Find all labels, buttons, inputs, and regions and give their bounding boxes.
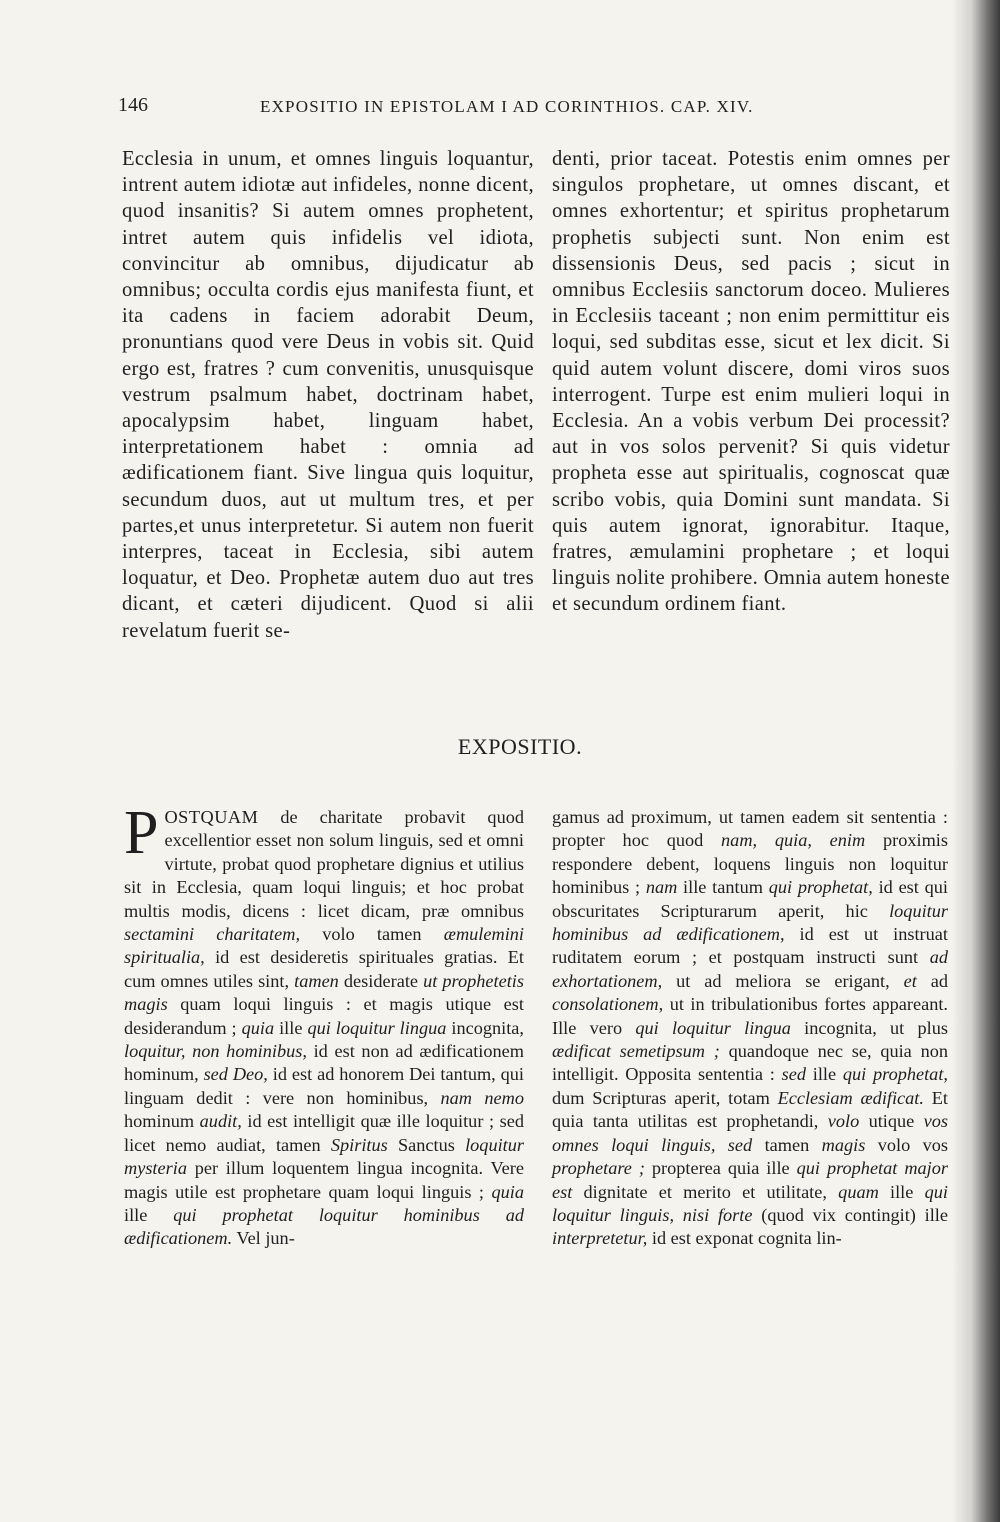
text-run: consolationem,	[552, 994, 664, 1015]
text-run: sed	[781, 1064, 806, 1085]
text-run: magis	[821, 1134, 866, 1155]
text-run: tamen	[752, 1134, 822, 1155]
text-run: qui prophetat,	[768, 877, 873, 898]
text-run: loquitur mysteria	[124, 1134, 524, 1179]
text-run: qui prophetat major est	[552, 1158, 948, 1202]
text-run: hominum	[124, 1111, 200, 1132]
text-run: æmulemini spiritualia,	[124, 924, 524, 968]
text-run: quandoque nec se, quia non intelligit. Opposita sententia :	[552, 1041, 948, 1085]
text-run: quam	[838, 1181, 879, 1202]
text-run: interpretetur,	[552, 1228, 648, 1249]
text-run: nam nemo	[440, 1087, 524, 1108]
text-run: tamen	[294, 970, 339, 991]
text-run: proximis respondere debent, loquens linguis non loquitur hominibus ;	[552, 830, 948, 898]
text-run: sectamini charitatem,	[124, 924, 301, 945]
text-run: id est non ad ædificationem hominum,	[124, 1041, 524, 1085]
text-run: ad	[916, 970, 948, 991]
text-run: ad exhortationem,	[552, 947, 948, 991]
text-run: OSTQUAM	[164, 807, 259, 827]
text-run: (quod vix contingit) ille	[752, 1204, 948, 1225]
text-run: quam loqui linguis : et magis utique est desiderandum ;	[124, 994, 524, 1038]
binding-shadow	[952, 0, 1000, 1522]
text-run: audit,	[199, 1111, 242, 1132]
text-run: ædificat semetipsum ;	[552, 1041, 720, 1062]
scripture-text-right: denti, prior taceat. Potestis enim omnes per singulos prophetare, ut omnes discant, et omnes exhortentur; et spiritus prophetarum prophetis subjecti sunt. Non enim est dissensionis Deus, sed pacis ; sicut in omnibus Ecclesiis sanctorum doceo. Mulieres in Ecclesiis taceant ; non enim permittitur eis loqui, sed subditas esse, sicut et lex dicit. Si quid autem volunt discere, domi viros suos interrogent. Turpe est enim mulieri loqui in Ecclesia. An a vobis verbum Dei processit? aut in vos solos pervenit? Si quis videtur propheta esse aut spiritualis, cognoscat quæ scribo vobis, quia Domini sunt mandata. Si quis autem ignorat, ignorabitur. Itaque, fratres, æmulamini prophetare ; et loqui linguis nolite prohibere. Omnia autem honeste et secundum ordinem fiant.	[552, 148, 950, 616]
text-run: ille	[124, 1204, 174, 1225]
text-run: prophetare ;	[552, 1158, 645, 1179]
text-run: id est exponat cognita lin-	[647, 1228, 842, 1249]
commentary-column-left	[124, 799, 525, 1251]
text-run: ut prophetetis magis	[124, 970, 524, 1015]
text-run: Sanctus	[387, 1134, 466, 1155]
commentary-text-left	[124, 799, 525, 1251]
text-run: id est intelligit quæ ille loquitur ; sed licet nemo audiat, tamen	[124, 1111, 524, 1155]
text-run: loquitur hominibus ad ædificationem,	[552, 900, 948, 945]
text-run: gamus ad proximum, ut tamen eadem sit sententia : propter hoc quod	[552, 807, 948, 851]
text-run: ille	[806, 1064, 843, 1085]
commentary-text-right	[552, 806, 948, 1251]
text-run: ille	[878, 1181, 925, 1202]
text-run: incognita, ut plus	[790, 1017, 948, 1038]
drop-cap: P	[124, 799, 159, 867]
text-run: volo tamen	[300, 924, 444, 945]
text-run: quia	[241, 1017, 275, 1038]
text-run: qui prophetat,	[842, 1064, 948, 1085]
text-run: Spiritus	[330, 1134, 388, 1155]
text-run: qui prophetat loquitur hominibus ad ædificationem.	[124, 1204, 524, 1249]
text-run: Et quia tanta utilitas est prophetandi,	[552, 1087, 948, 1132]
text-run: ille tantum	[677, 877, 769, 898]
text-run: de charitate probavit quod excellentior esset non solum linguis, sed et omni virtute, probat quod prophetare dignius et utilius sit in Ecclesia, quam loqui linguis; et hoc probat multis modis, dicens : licet dicam, præ omnibus	[124, 807, 524, 921]
text-run: ut ad meliora se erigant,	[662, 970, 904, 991]
text-run: Ecclesiam ædificat.	[777, 1087, 924, 1108]
text-run: ut in tribulationibus fortes appareant. Ille vero	[552, 994, 948, 1038]
text-run: quia	[491, 1181, 524, 1202]
text-run: utique	[859, 1111, 924, 1132]
text-run: qui loquitur linguis, nisi forte	[552, 1181, 948, 1225]
text-run: id est ad honorem Dei tantum, qui linguam dedit : vere non hominibus,	[124, 1064, 525, 1108]
section-heading: EXPOSITIO.	[457, 734, 583, 759]
text-run: Vel jun-	[232, 1228, 295, 1249]
page-header	[118, 94, 948, 124]
page-number: 146	[118, 94, 148, 116]
scripture-text-left: Ecclesia in unum, et omnes linguis loquantur, intrent autem idiotæ aut infideles, nonne dicent, quod insanitis? Si autem omnes prophetent, intret autem quis infidelis vel idiota, convincitur ab omnibus, dijudicatur ab omnibus; occulta cordis ejus manifesta fiunt, et ita cadens in faciem adorabit Deum, pronuntians quod vere Deus in vobis sit. Quid ergo est, fratres ? cum convenitis, unusquisque vestrum psalmum habet, doctrinam habet, apocalypsim habet, linguam habet, interpretationem habet : omnia ad ædificationem fiant. Sive lingua quis loquitur, secundum duos, aut ut multum tres, et per partes,et unus interpretetur. Si autem non fuerit interpres, taceat in Ecclesia, sibi autem loquatur, et Deo. Prophetæ autem duo aut tres dicant, et cæteri dijudicent. Quod si alii revelatum fuerit se-	[122, 148, 534, 642]
text-run: id est qui obscuritates Scripturarum aperit, hic	[552, 877, 948, 921]
text-run: et	[903, 970, 917, 991]
running-head: EXPOSITIO IN EPISTOLAM I AD CORINTHIOS. CAP. XIV.	[260, 97, 754, 116]
text-run: incognita,	[446, 1017, 524, 1038]
text-run: desiderate	[338, 970, 424, 991]
text-run: volo	[827, 1111, 860, 1132]
text-run: qui loquitur lingua	[635, 1017, 791, 1038]
text-run: nam	[645, 877, 678, 898]
text-run: dignitate et merito et utilitate,	[572, 1181, 839, 1202]
text-run: ille	[274, 1017, 308, 1038]
scripture-column-right	[552, 146, 950, 618]
text-run: volo vos	[865, 1134, 949, 1155]
text-run: id est ut instruat ruditatem eorum ; et postquam instructi sunt	[552, 924, 948, 968]
text-run: vos omnes loqui linguis, sed	[552, 1111, 948, 1155]
text-run: dum Scripturas aperit, totam	[552, 1087, 778, 1108]
text-run: propterea quia ille	[644, 1158, 797, 1179]
text-run: loquitur, non hominibus,	[124, 1041, 307, 1062]
text-run: nam, quia, enim	[721, 830, 866, 851]
text-run: qui loquitur lingua	[307, 1017, 447, 1038]
text-run: id est desideretis spirituales gratias. Et cum omnes utiles sint,	[124, 947, 524, 991]
scripture-column-left	[122, 146, 534, 644]
text-run: per illum loquentem lingua incognita. Vere magis utile est prophetare quam loqui linguis ;	[124, 1158, 524, 1202]
commentary-column-right	[552, 806, 948, 1251]
text-run: sed Deo,	[203, 1064, 268, 1085]
